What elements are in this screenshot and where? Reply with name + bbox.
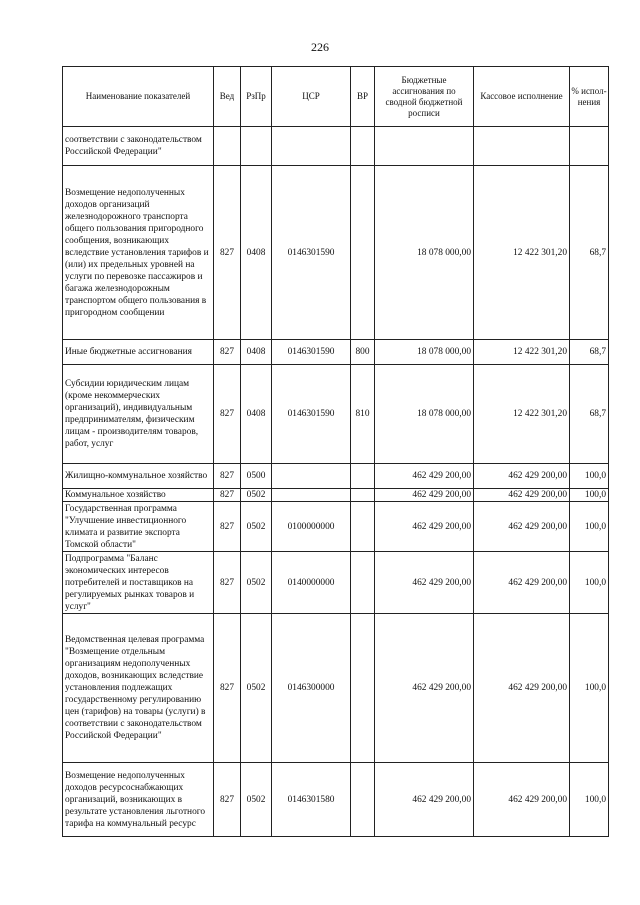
row-cash: 12 422 301,20 [474,166,570,340]
row-budget: 462 429 200,00 [375,489,474,502]
row-rzpr: 0408 [241,166,272,340]
row-csr: 0146300000 [272,614,351,763]
row-budget: 18 078 000,00 [375,166,474,340]
row-rzpr: 0500 [241,464,272,489]
row-csr: 0100000000 [272,502,351,552]
table-row [63,614,609,763]
row-rzpr: 0502 [241,552,272,614]
row-name: Субсидии юридическим лицам (кроме некоммерческих организаций), индивидуальным предпринимателям, физическим лицам - производителям товаров, работ, услуг [63,365,214,464]
row-budget: 462 429 200,00 [375,763,474,837]
row-ved: 827 [214,763,241,837]
row-ved: 827 [214,552,241,614]
budget-execution-table [62,66,609,837]
row-csr [272,489,351,502]
table-row [63,166,609,340]
row-percent: 68,7 [570,166,609,340]
header-rzpr: РзПр [241,67,272,127]
row-budget: 18 078 000,00 [375,340,474,365]
row-rzpr: 0502 [241,489,272,502]
row-name: Коммунальное хозяйство [63,489,214,502]
row-vr [351,127,375,166]
row-cash: 12 422 301,20 [474,365,570,464]
row-cash: 462 429 200,00 [474,552,570,614]
row-vr [351,489,375,502]
row-rzpr: 0408 [241,365,272,464]
row-rzpr: 0502 [241,763,272,837]
row-cash: 462 429 200,00 [474,502,570,552]
row-csr: 0146301590 [272,340,351,365]
row-csr: 0146301590 [272,166,351,340]
header-cash: Кассовое исполнение [474,67,570,127]
row-vr: 800 [351,340,375,365]
row-percent [570,127,609,166]
row-budget [375,127,474,166]
row-percent: 100,0 [570,489,609,502]
row-ved: 827 [214,502,241,552]
row-percent: 68,7 [570,340,609,365]
row-name: Возмещение недополученных доходов организаций железнодорожного транспорта общего пользования пригородного сообщения, возникающих вследствие установления тарифов и (или) их предельных уровней на услуги по перевозке пассажиров и багажа железнодорожным транспортом общего пользования в пригородном сообщении [63,166,214,340]
header-row [63,67,609,127]
row-vr: 810 [351,365,375,464]
row-name: Государственная программа "Улучшение инвестиционного климата и развитие экспорта Томской области" [63,502,214,552]
row-name: Возмещение недополученных доходов ресурсоснабжающих организаций, возникающих в результате установления льготного тарифа на коммунальный ресурс [63,763,214,837]
row-ved: 827 [214,365,241,464]
table-row [63,489,609,502]
row-vr [351,552,375,614]
row-budget: 462 429 200,00 [375,552,474,614]
table-row [63,127,609,166]
row-budget: 462 429 200,00 [375,464,474,489]
header-vr: ВР [351,67,375,127]
header-percent: % испол-нения [570,67,609,127]
row-csr: 0146301580 [272,763,351,837]
row-name: Жилищно-коммунальное хозяйство [63,464,214,489]
row-ved [214,127,241,166]
row-name: Подпрограмма "Баланс экономических интересов потребителей и поставщиков на регулируемых рынках товаров и услуг" [63,552,214,614]
row-cash: 462 429 200,00 [474,614,570,763]
row-percent: 100,0 [570,614,609,763]
row-rzpr: 0408 [241,340,272,365]
table-row [63,464,609,489]
row-ved: 827 [214,340,241,365]
row-vr [351,614,375,763]
row-ved: 827 [214,464,241,489]
row-vr [351,464,375,489]
row-vr [351,502,375,552]
row-csr: 0140000000 [272,552,351,614]
row-percent: 68,7 [570,365,609,464]
row-csr [272,464,351,489]
row-cash: 12 422 301,20 [474,340,570,365]
header-csr: ЦСР [272,67,351,127]
row-vr [351,166,375,340]
row-ved: 827 [214,614,241,763]
row-cash [474,127,570,166]
row-ved: 827 [214,489,241,502]
page-number: 226 [311,40,329,54]
row-name: Иные бюджетные ассигнования [63,340,214,365]
row-vr [351,763,375,837]
row-budget: 462 429 200,00 [375,502,474,552]
row-cash: 462 429 200,00 [474,489,570,502]
table-header [63,67,609,127]
row-percent: 100,0 [570,552,609,614]
row-rzpr: 0502 [241,614,272,763]
row-budget: 462 429 200,00 [375,614,474,763]
row-name: соответствии с законодательством Российской Федерации" [63,127,214,166]
table-row [63,365,609,464]
header-budget: Бюджетные ассигнования по сводной бюджетной росписи [375,67,474,127]
row-cash: 462 429 200,00 [474,464,570,489]
header-ved: Вед [214,67,241,127]
row-percent: 100,0 [570,502,609,552]
row-cash: 462 429 200,00 [474,763,570,837]
row-budget: 18 078 000,00 [375,365,474,464]
table-body [63,127,609,837]
table-row [63,502,609,552]
row-csr: 0146301590 [272,365,351,464]
row-csr [272,127,351,166]
table-row [63,763,609,837]
row-ved: 827 [214,166,241,340]
row-name: Ведомственная целевая программа "Возмещение отдельным организациям недополученных доходов, возникающих вследствие установления подлежащих государственному регулированию цен (тарифов) на товары (услуги) в соответствии с законодательством Российской Федерации" [63,614,214,763]
header-name: Наименование показателей [63,67,214,127]
table-row [63,340,609,365]
row-rzpr: 0502 [241,502,272,552]
row-percent: 100,0 [570,464,609,489]
table-row [63,552,609,614]
row-rzpr [241,127,272,166]
row-percent: 100,0 [570,763,609,837]
